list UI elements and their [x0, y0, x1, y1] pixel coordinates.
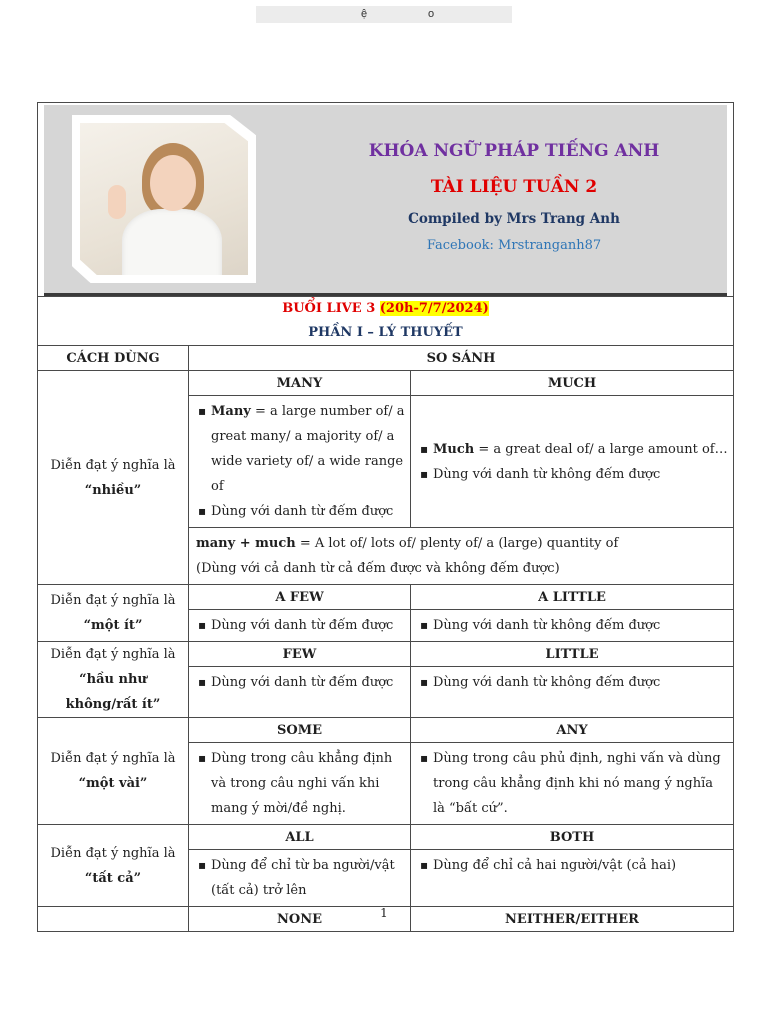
- part-title: PHẦN I – LÝ THUYẾT: [308, 325, 463, 340]
- some-details: ▪ Dùng trong câu khẳng định và trong câu nghi vấn khi mang ý mời/đề nghị.: [189, 743, 411, 825]
- head-all: ALL: [189, 825, 411, 850]
- head-a-few: A FEW: [189, 585, 411, 610]
- head-many: MANY: [189, 371, 411, 396]
- head-a-little: A LITTLE: [411, 585, 734, 610]
- top-bar-left-glyph: ệ: [361, 8, 368, 20]
- usage-label-few: Diễn đạt ý nghĩa là “một ít”: [38, 585, 189, 642]
- a-few-details: ▪ Dùng với danh từ đếm được: [189, 610, 411, 642]
- top-bar: [256, 6, 512, 23]
- all-details: ▪ Dùng để chỉ từ ba người/vật (tất cả) trở lên: [189, 850, 411, 907]
- usage-label-little: Diễn đạt ý nghĩa là “hầu như không/rất ít”: [38, 642, 189, 718]
- head-few: FEW: [189, 642, 411, 667]
- usage-label-some: Diễn đạt ý nghĩa là “một vài”: [38, 718, 189, 825]
- head-little: LITTLE: [411, 642, 734, 667]
- compiled-by: Compiled by Mrs Trang Anh: [408, 211, 620, 227]
- page-number: 1: [380, 906, 388, 920]
- session-label: BUỔI LIVE 3: [282, 301, 380, 316]
- document-page: [37, 102, 733, 932]
- little-details: ▪ Dùng với danh từ không đếm được: [411, 667, 734, 718]
- head-both: BOTH: [411, 825, 734, 850]
- many-much-combined: many + much = A lot of/ lots of/ plenty of/ a (large) quantity of (Dùng với cả danh từ cả đếm được và không đếm được): [189, 528, 734, 585]
- grammar-table: [37, 102, 734, 932]
- teacher-photo: [72, 115, 256, 283]
- head-some: SOME: [189, 718, 411, 743]
- document-subtitle: TÀI LIỆU TUẦN 2: [430, 177, 598, 197]
- top-bar-right-glyph: o: [428, 8, 435, 20]
- session-time: (20h-7/7/2024): [379, 301, 489, 316]
- header-banner: [38, 103, 734, 297]
- head-neither-either: NEITHER/EITHER: [411, 907, 734, 932]
- few-details: ▪ Dùng với danh từ đếm được: [189, 667, 411, 718]
- any-details: ▪ Dùng trong câu phủ định, nghi vấn và dùng trong câu khẳng định khi nó mang ý nghĩa là “bất cứ”.: [411, 743, 734, 825]
- head-none: NONE: [189, 907, 411, 932]
- a-little-details: ▪ Dùng với danh từ không đếm được: [411, 610, 734, 642]
- head-any: ANY: [411, 718, 734, 743]
- many-details: ▪ Many = a large number of/ a great many/ a majority of/ a wide variety of/ a wide range of ▪ Dùng với danh từ đếm được: [189, 396, 411, 528]
- much-details: ▪ Much = a great deal of/ a large amount of… ▪ Dùng với danh từ không đếm được: [411, 396, 734, 528]
- course-title: KHÓA NGỮ PHÁP TIẾNG ANH: [368, 141, 660, 161]
- usage-label-all: Diễn đạt ý nghĩa là “tất cả”: [38, 825, 189, 907]
- col-header-compare: SO SÁNH: [189, 346, 734, 371]
- col-header-usage: CÁCH DÙNG: [38, 346, 189, 371]
- facebook-link[interactable]: Facebook: Mrstranganh87: [426, 238, 602, 253]
- head-much: MUCH: [411, 371, 734, 396]
- session-heading: [38, 297, 734, 346]
- both-details: ▪ Dùng để chỉ cả hai người/vật (cả hai): [411, 850, 734, 907]
- usage-label-many: Diễn đạt ý nghĩa là “nhiều”: [38, 371, 189, 585]
